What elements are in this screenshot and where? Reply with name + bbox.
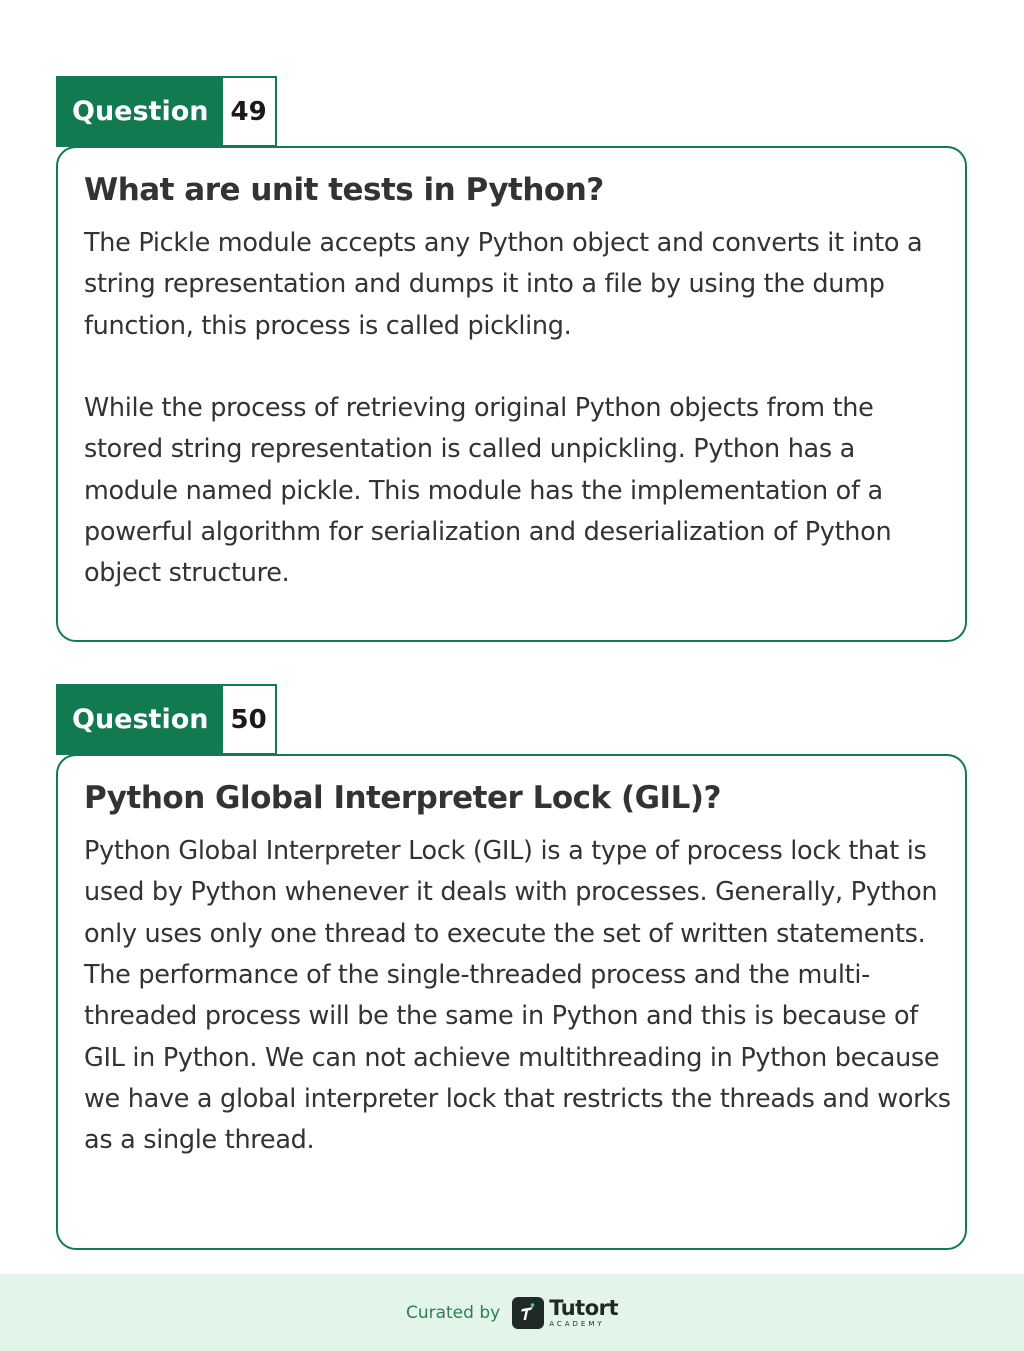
question-card xyxy=(56,146,967,642)
tutort-logo-text xyxy=(549,1295,619,1328)
question-tag xyxy=(56,684,277,755)
logo-name: Tutort xyxy=(549,1295,619,1320)
question-number: 49 xyxy=(223,78,275,145)
answer-paragraph: The Pickle module accepts any Python object and converts it into a string representation and dumps it into a file by using the dump function, this process is called pickling. xyxy=(84,228,923,341)
logo-sub: ACADEMY xyxy=(549,1319,605,1328)
footer-branding xyxy=(406,1297,618,1329)
question-tag-label: Question xyxy=(58,78,223,145)
question-tag xyxy=(56,76,277,147)
question-title: What are unit tests in Python? xyxy=(84,172,604,208)
question-card xyxy=(56,754,967,1250)
tutort-logo-icon xyxy=(512,1297,544,1329)
question-number: 50 xyxy=(223,686,275,753)
question-tag-label: Question xyxy=(58,686,223,753)
answer-paragraph: While the process of retrieving original Python objects from the stored string representation is called unpickling. Python has a module named pickle. This module has the implementation of a powerful algorithm for serialization and deserialization of Python object structure. xyxy=(84,393,892,589)
curated-by-label: Curated by xyxy=(405,1302,501,1323)
answer-paragraph: Python Global Interpreter Lock (GIL) is a type of process lock that is used by Python whenever it deals with processes. Generally, Python only uses only one thread to execute the set of written statements. The performance of the single-threaded process and the multi-threaded process will be the same in Python and this is because of GIL in Python. We can not achieve multithreading in Python because we have a global interpreter lock that restricts the threads and works as a single thread. xyxy=(84,836,951,1156)
tutort-logo[interactable] xyxy=(512,1297,618,1329)
footer xyxy=(0,1274,1024,1351)
tutort-logo-glyph xyxy=(517,1302,539,1324)
question-title: Python Global Interpreter Lock (GIL)? xyxy=(84,780,721,816)
